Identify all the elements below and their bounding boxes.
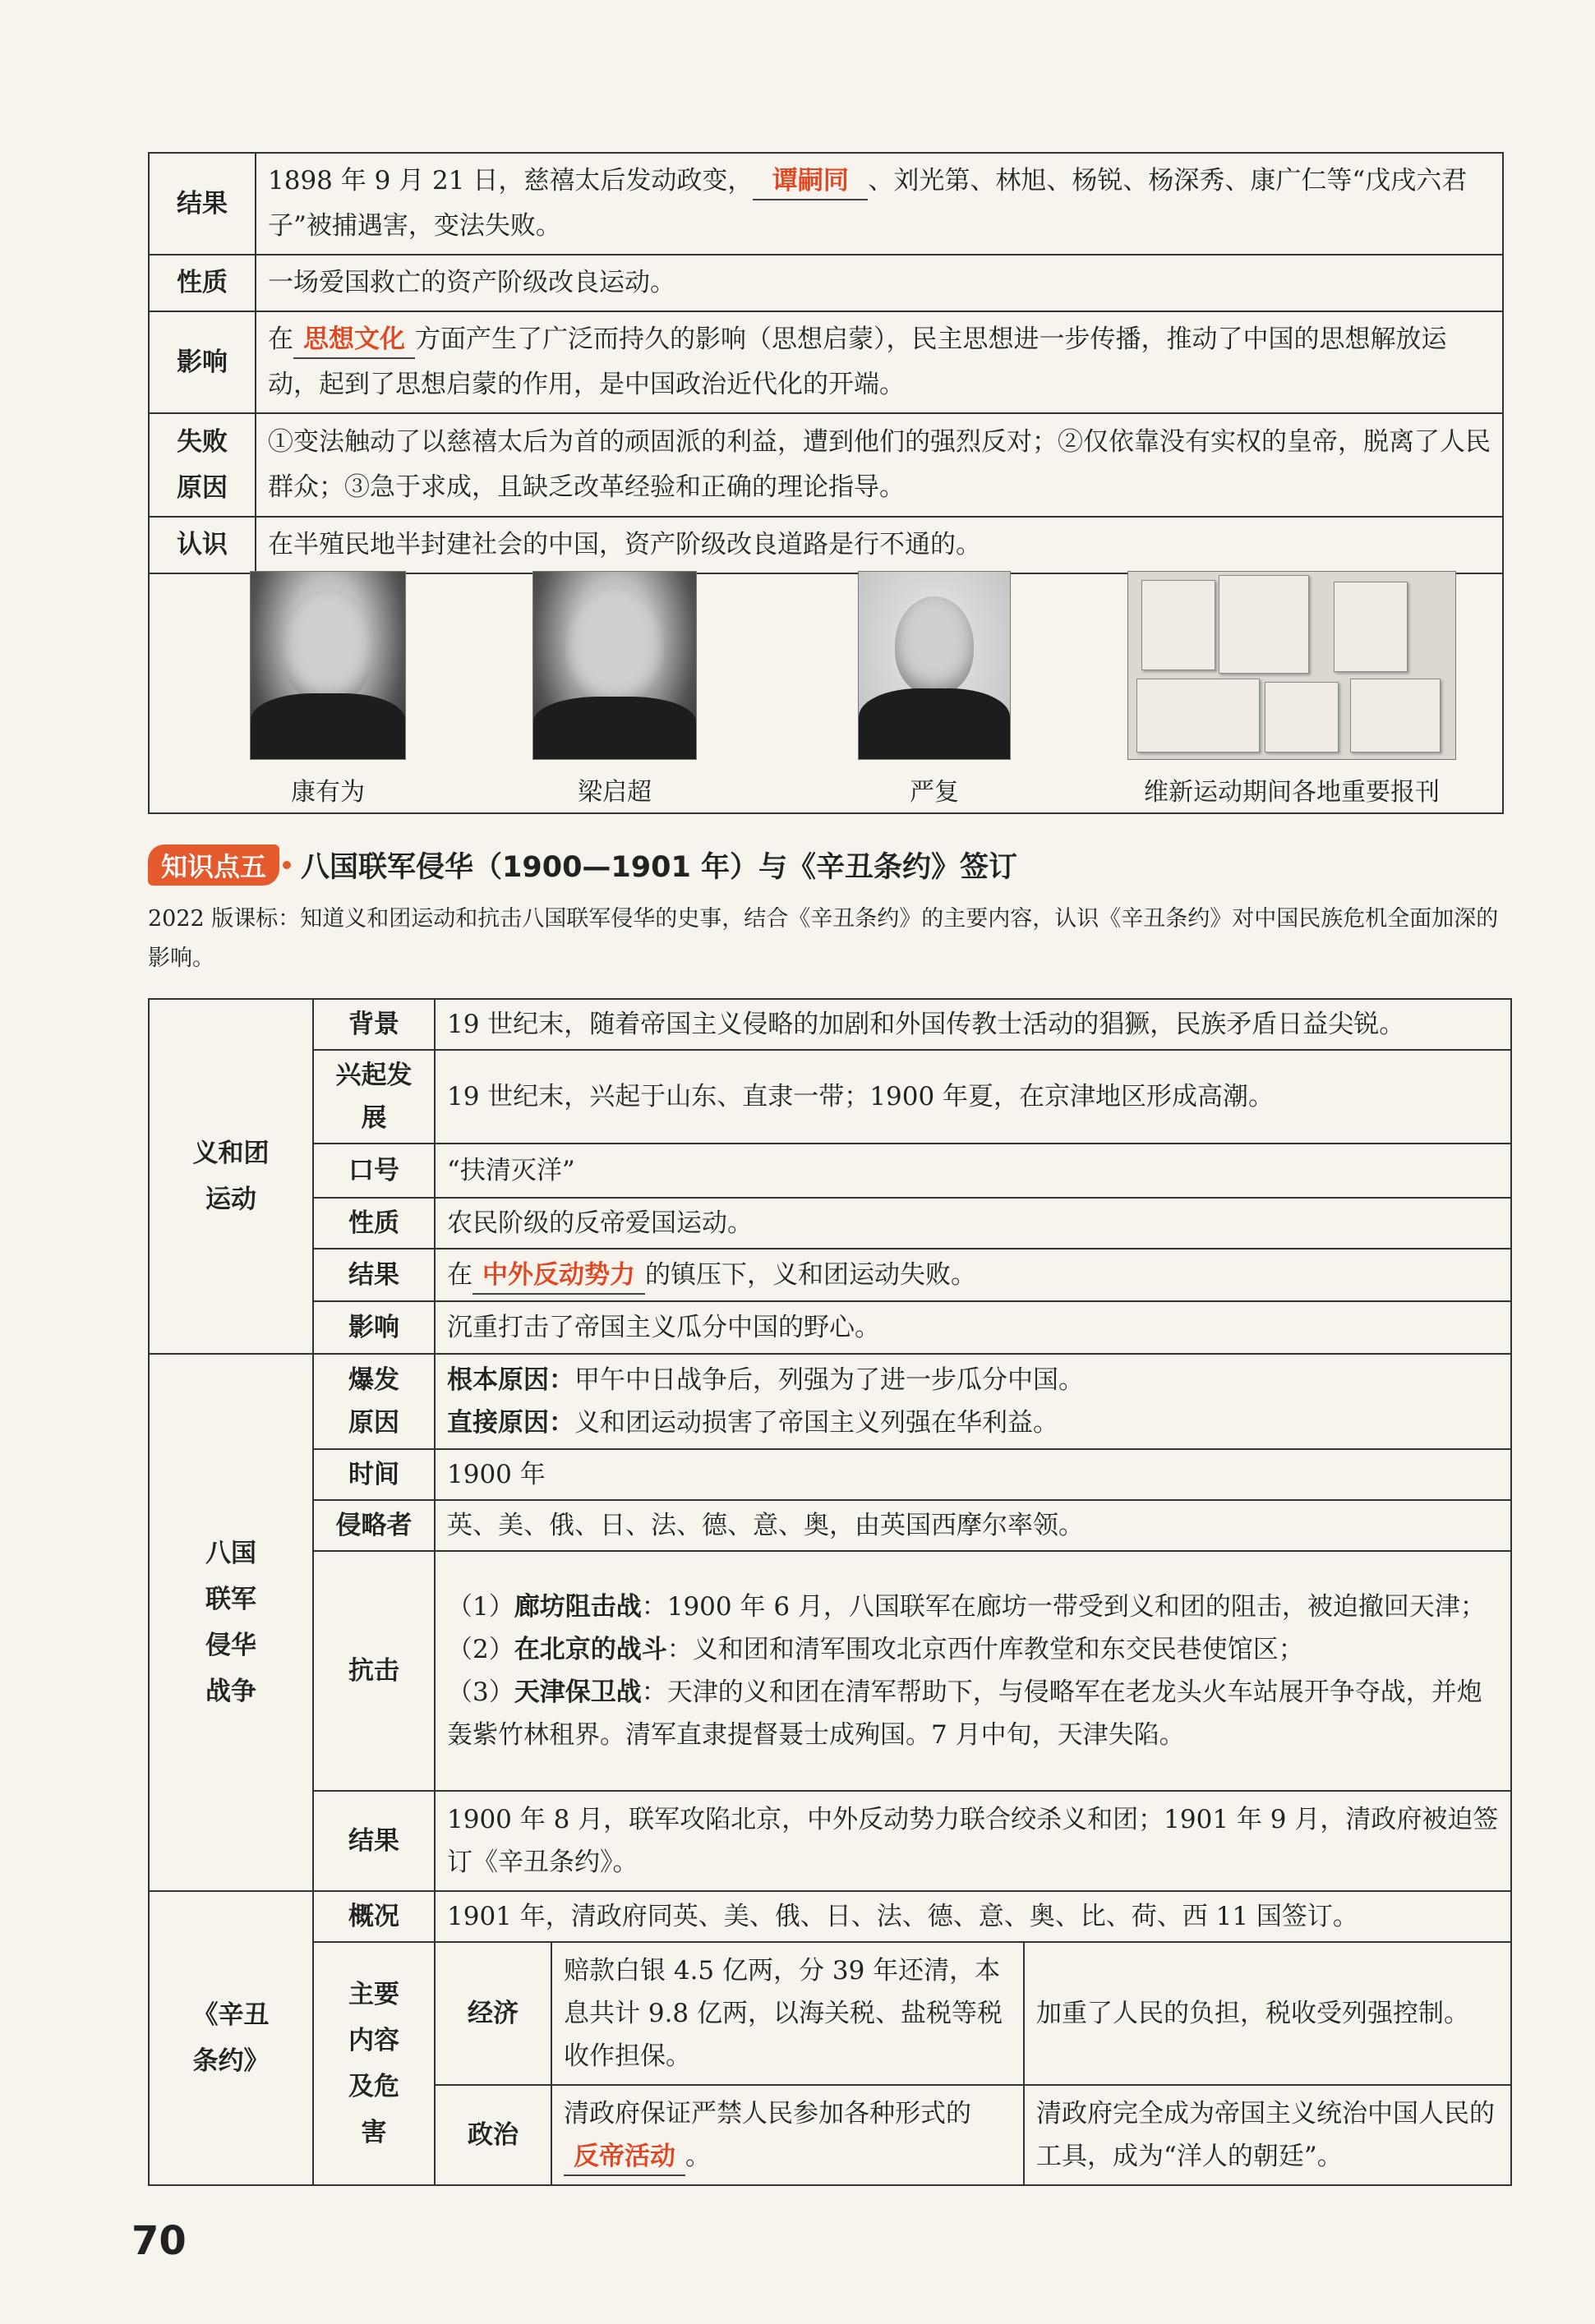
row-content: 在半殖民地半封建社会的中国，资产阶级改良道路是行不通的。	[256, 517, 1503, 573]
row-content: 根本原因：甲午中日战争后，列强为了进一步瓜分中国。 直接原因：义和团运动损害了帝国主义列强在华利益。	[435, 1354, 1511, 1449]
row-content: 农民阶级的反帝爱国运动。	[435, 1198, 1511, 1249]
row-label: 主要内容及危害	[313, 1942, 435, 2185]
table-row	[149, 1144, 1511, 1198]
bullet-dot-icon	[283, 861, 291, 869]
reform-summary-table	[148, 152, 1504, 574]
table-row	[149, 1198, 1511, 1249]
pol-content: 清政府保证严禁人民参加各种形式的反帝活动 。	[551, 2085, 1024, 2185]
row-content: 1898 年 9 月 21 日，慈禧太后发动政变， 谭嗣同 、刘光第、林旭、杨锐、杨深秀、康广仁等“戊戌六君子”被捕遇害，变法失败。	[256, 153, 1503, 255]
row-content: 19 世纪末，兴起于山东、直隶一带；1900 年夏，在京津地区形成高潮。	[435, 1050, 1511, 1144]
row-label: 性质	[313, 1198, 435, 1249]
row-label: 影响	[149, 311, 256, 413]
photo-caption: 维新运动期间各地重要报刊	[1144, 778, 1440, 807]
table-row	[149, 255, 1503, 311]
row-label: 时间	[313, 1449, 435, 1500]
photo-strip	[148, 555, 1504, 814]
row-label: 侵略者	[313, 1500, 435, 1551]
table-row	[149, 999, 1511, 1050]
row-label: 认识	[149, 517, 256, 573]
answer-blank: 思想文化	[293, 321, 415, 359]
photo-caption: 梁启超	[578, 778, 652, 807]
table-row	[149, 153, 1503, 255]
answer-blank: 反帝活动	[564, 2138, 685, 2176]
row-content: 19 世纪末，随着帝国主义侵略的加剧和外国传教士活动的猖獗，民族矛盾日益尖锐。	[435, 999, 1511, 1050]
row-label: 性质	[149, 255, 256, 311]
table-row	[149, 1449, 1511, 1500]
table-row	[149, 1249, 1511, 1301]
table-row	[149, 1551, 1511, 1791]
portrait-image	[532, 571, 697, 760]
row-content: 1900 年 8 月，联军攻陷北京，中外反动势力联合绞杀义和团；1901 年 9 月，清政府被迫签订《辛丑条约》。	[435, 1791, 1511, 1891]
photo-kang-youwei	[250, 571, 406, 808]
group-label-boxer: 义和团运动	[149, 999, 313, 1354]
photo-caption: 严复	[910, 778, 959, 807]
knowledge-point-badge: 知识点五	[148, 844, 279, 886]
row-content: 在 思想文化 方面产生了广泛而持久的影响（思想启蒙），民主思想进一步传播，推动了中国的思想解放运动，起到了思想启蒙的作用，是中国政治近代化的开端。	[256, 311, 1503, 413]
root-cause-title: 根本原因：	[447, 1365, 574, 1395]
portrait-image	[858, 571, 1011, 760]
answer-blank: 中外反动势力	[473, 1257, 645, 1295]
portrait-image	[250, 571, 406, 760]
row-label: 兴起发展	[313, 1050, 435, 1144]
row-label: 爆发原因	[313, 1354, 435, 1449]
table-row	[149, 1050, 1511, 1144]
boxer-war-treaty-table	[148, 998, 1512, 2186]
knowledge-point-heading	[148, 844, 1017, 886]
sub-label: 政治	[435, 2085, 551, 2185]
row-content: “扶清灭洋”	[435, 1144, 1511, 1198]
row-label: 影响	[313, 1301, 435, 1354]
table-row	[149, 1500, 1511, 1551]
newspapers-image	[1127, 571, 1456, 760]
row-content: （1）廊坊阻击战：1900 年 6 月，八国联军在廊坊一带受到义和团的阻击，被迫撤回天津； （2）在北京的战斗：义和团和清军围攻北京西什库教堂和东交民巷使馆区； （3）天津保卫战：天津的义和团在清军帮助下，与侵略军在老龙头火车站展开争夺战，并炮轰紫竹林租界。清军直隶提督聂士成殉国。7 月中旬，天津失陷。	[435, 1551, 1511, 1791]
row-label: 口号	[313, 1144, 435, 1198]
row-label: 结果	[149, 153, 256, 255]
row-content: 英、美、俄、日、法、德、意、奥，由英国西摩尔率领。	[435, 1500, 1511, 1551]
table-row	[149, 413, 1503, 517]
table-row	[149, 1301, 1511, 1354]
table-row	[149, 1891, 1511, 1942]
row-label: 失败原因	[149, 413, 256, 517]
group-label-war: 八国联军侵华战争	[149, 1354, 313, 1891]
row-content: ①变法触动了以慈禧太后为首的顽固派的利益，遭到他们的强烈反对；②仅依靠没有实权的皇帝，脱离了人民群众；③急于求成，且缺乏改革经验和正确的理论指导。	[256, 413, 1503, 517]
photo-caption: 康有为	[291, 778, 365, 807]
row-label: 结果	[313, 1249, 435, 1301]
curriculum-standard: 2022 版课标：知道义和团运动和抗击八国联军侵华的史事，结合《辛丑条约》的主要内容，认识《辛丑条约》对中国民族危机全面加深的影响。	[148, 906, 1499, 971]
row-label: 抗击	[313, 1551, 435, 1791]
table-row	[149, 1942, 1511, 2085]
sub-label: 经济	[435, 1942, 551, 2085]
row-label: 背景	[313, 999, 435, 1050]
direct-cause-title: 直接原因：	[447, 1408, 574, 1438]
row-label: 概况	[313, 1891, 435, 1942]
econ-harm: 加重了人民的负担，税收受列强控制。	[1024, 1942, 1511, 2085]
row-content: 1900 年	[435, 1449, 1511, 1500]
row-content: 一场爱国救亡的资产阶级改良运动。	[256, 255, 1503, 311]
econ-content: 赔款白银 4.5 亿两，分 39 年还清，本息共计 9.8 亿两，以海关税、盐税等税收作担保。	[551, 1942, 1024, 2085]
photo-yan-fu	[858, 571, 1011, 808]
row-content: 沉重打击了帝国主义瓜分中国的野心。	[435, 1301, 1511, 1354]
row-content: 在 中外反动势力 的镇压下，义和团运动失败。	[435, 1249, 1511, 1301]
table-row	[149, 1791, 1511, 1891]
row-content: 1901 年，清政府同英、美、俄、日、法、德、意、奥、比、荷、西 11 国签订。	[435, 1891, 1511, 1942]
pol-harm: 清政府完全成为帝国主义统治中国人民的工具，成为“洋人的朝廷”。	[1024, 2085, 1511, 2185]
table-row	[149, 311, 1503, 413]
knowledge-point-title: 八国联军侵华（1900—1901 年）与《辛丑条约》签订	[301, 851, 1018, 884]
table-row	[149, 1354, 1511, 1449]
row-label: 结果	[313, 1791, 435, 1891]
group-label-treaty: 《辛丑条约》	[149, 1891, 313, 2185]
answer-blank: 谭嗣同	[753, 163, 868, 200]
photo-liang-qichao	[532, 571, 697, 808]
page-number: 70	[131, 2218, 187, 2264]
photo-newspapers	[1127, 571, 1456, 808]
